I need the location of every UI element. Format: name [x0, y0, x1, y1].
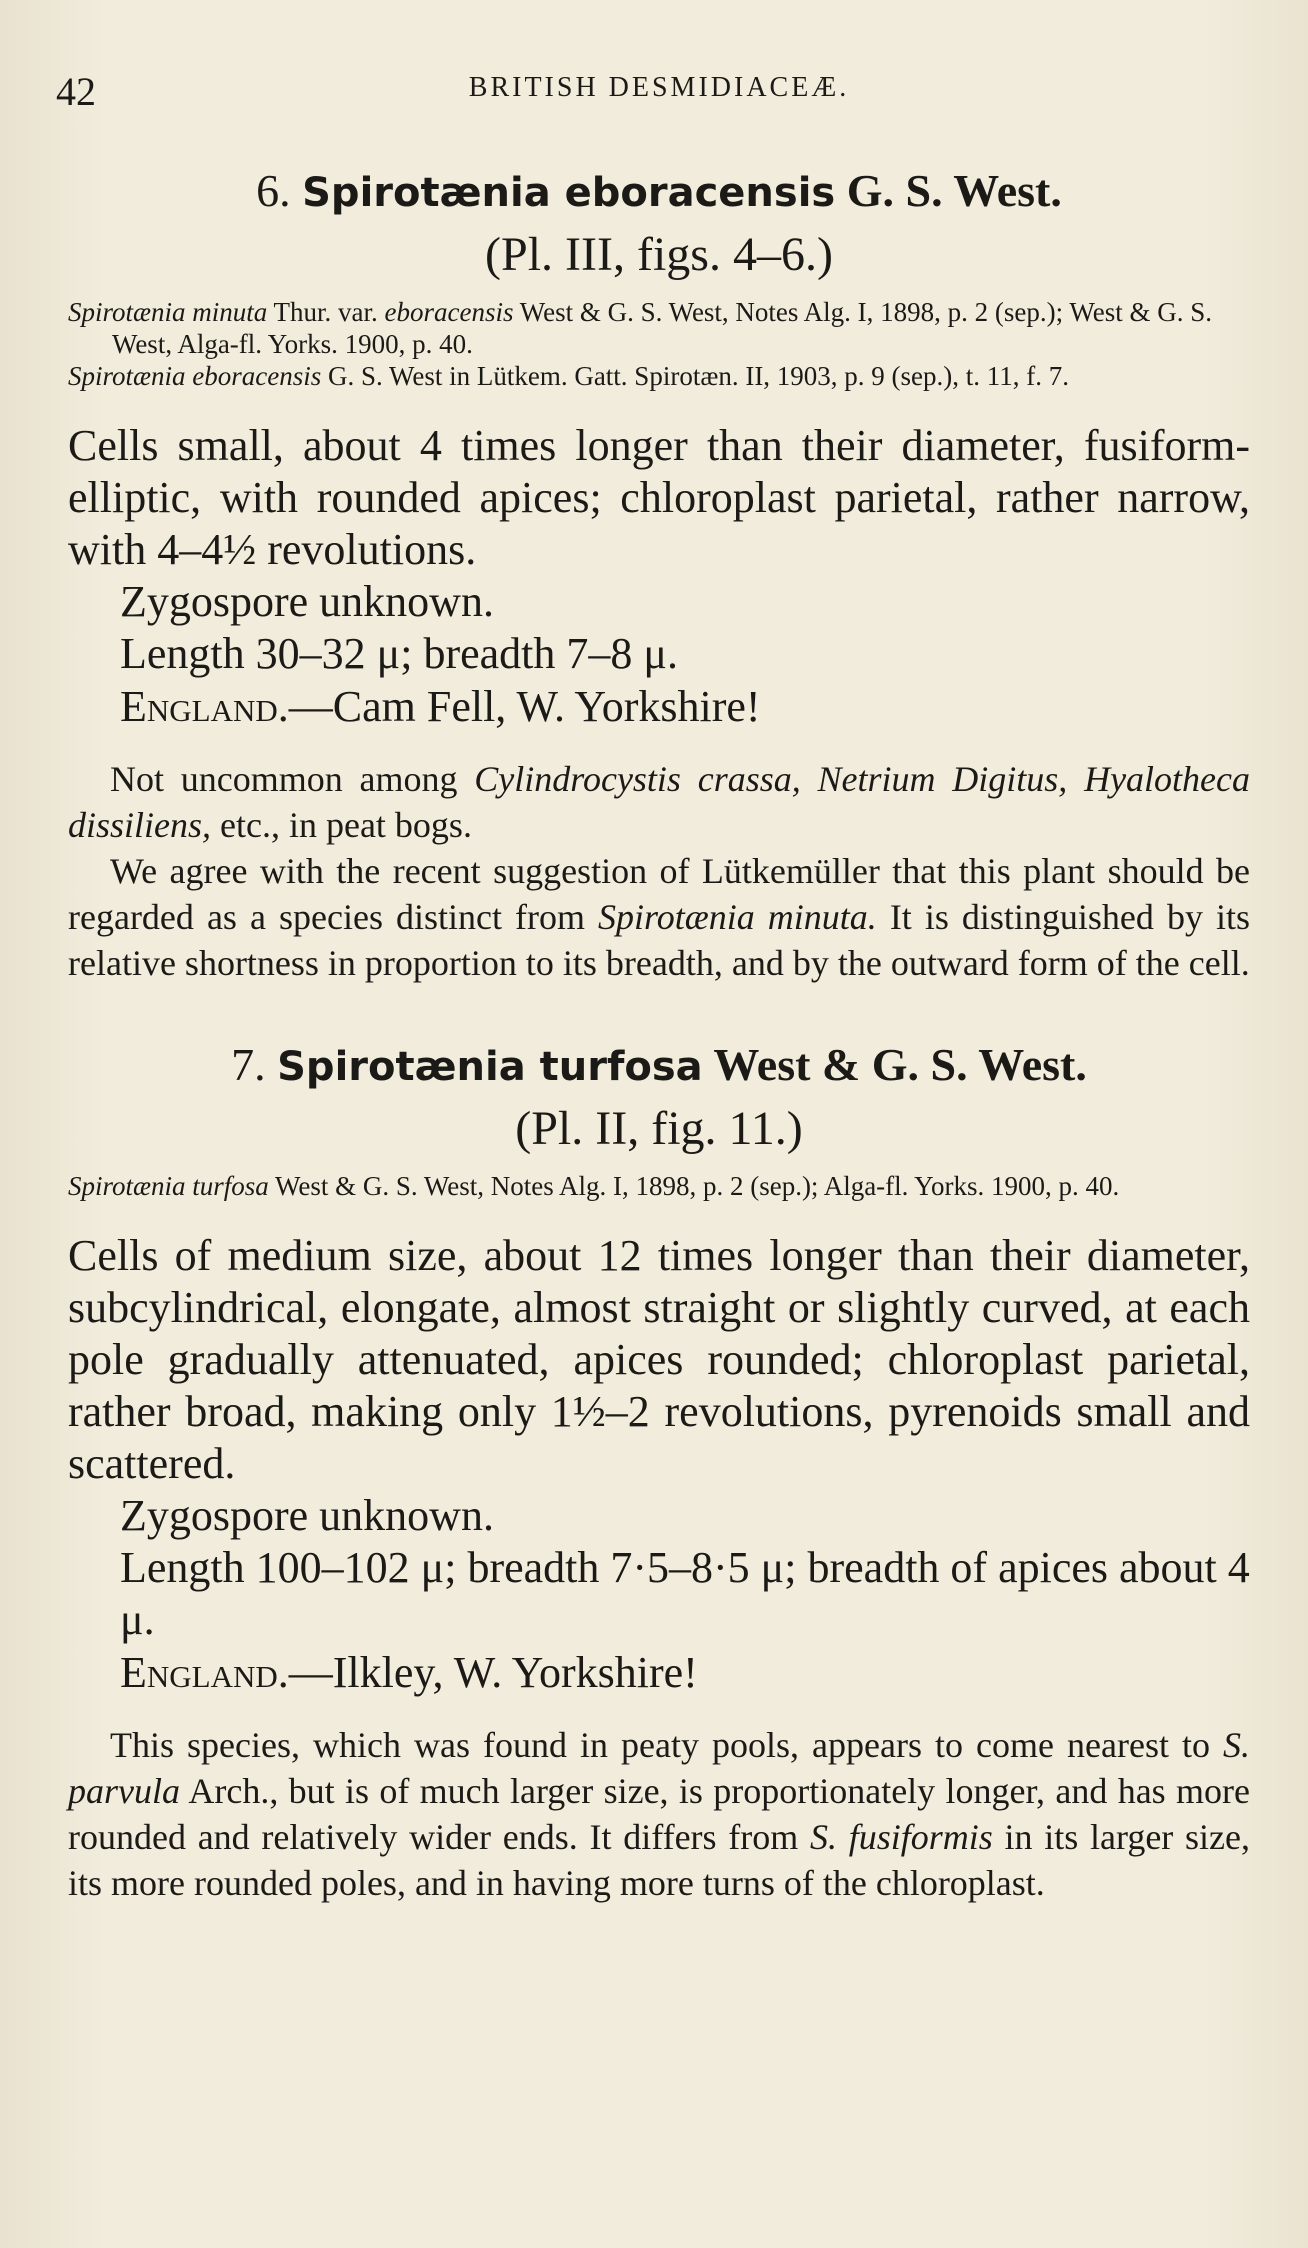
page-number: 42	[56, 69, 96, 114]
synonym-entry: Spirotænia turfosa West & G. S. West, Notes Alg. I, 1898, p. 2 (sep.); Alga-fl. Yorks. 1900, p. 40.	[68, 1171, 1120, 1201]
remark-text-run: in its larger size, its more rounded poles, and in having more turns of the chloroplast.	[68, 1817, 1250, 1903]
species-description: Cells small, about 4 times longer than their diameter, fusiform-elliptic, with rounded apices; chloroplast parietal, rather narrow, with 4–4½ revolutions.	[68, 421, 1250, 574]
remark-text-run: Arch., but is of much larger size, is proportionately longer, and has more rounded and relatively wider ends. It differs from	[68, 1771, 1250, 1857]
species-description: Cells of medium size, about 12 times longer than their diameter, subcylindrical, elongate, almost straight or slightly curved, at each pole gradually attenuated, apices rounded; chloroplast parietal, rather broad, making only 1½–2 revolutions, pyrenoids small and scattered.	[68, 1231, 1250, 1488]
species-name: Spirotænia eboracensis	[302, 170, 836, 216]
running-title: BRITISH DESMIDIACEÆ.	[468, 72, 850, 103]
remark-paragraph	[68, 1722, 1250, 1906]
remark-text-run: This species, which was found in peaty pools, appears to come nearest to	[110, 1725, 1223, 1765]
remark-text-run: etc., in peat bogs.	[211, 805, 472, 845]
dimensions: Length 30–32 μ; breadth 7–8 μ.	[120, 629, 678, 678]
plate-reference: (Pl. III, figs. 4–6.)	[485, 228, 833, 281]
remark-paragraph	[68, 848, 1250, 986]
species-authority: G. S. West.	[846, 165, 1062, 216]
synonym-entry: Spirotænia minuta Thur. var. eboracensis West & G. S. West, Notes Alg. I, 1898, p. 2 (sep.); West & G. S. West, Alga-fl. Yorks. 1900, p. 40.	[68, 297, 1212, 359]
synonym-entry: Spirotænia eboracensis G. S. West in Lütkem. Gatt. Spirotæn. II, 1903, p. 9 (sep.), t. 11, f. 7.	[68, 361, 1070, 391]
remark-text-run: It is distinguished by its relative shortness in proportion to its breadth, and by the outward form of the cell.	[68, 897, 1250, 983]
remark-text-run: S. fusiformis	[810, 1817, 993, 1857]
locality: England.—Ilkley, W. Yorkshire!	[120, 1648, 698, 1697]
remark-text-run: S. parvula	[68, 1725, 1250, 1811]
species-number: 7.	[231, 1039, 266, 1090]
dimensions: Length 100–102 μ; breadth 7·5–8·5 μ; breadth of apices about 4 μ.	[120, 1543, 1250, 1644]
species-heading	[68, 1038, 1250, 1094]
locality: England.—Cam Fell, W. Yorkshire!	[120, 682, 761, 731]
species-entry-6	[68, 164, 1250, 986]
zygospore-note: Zygospore unknown.	[120, 577, 494, 626]
remark-text-run: Cylindrocystis crassa, Netrium Digitus, Hyalotheca dissiliens,	[68, 759, 1251, 845]
species-heading	[68, 164, 1250, 220]
species-entry-7	[68, 1038, 1250, 1906]
species-authority: West & G. S. West.	[713, 1039, 1087, 1090]
species-name: Spirotænia turfosa	[277, 1044, 703, 1090]
synonymy	[68, 296, 1250, 392]
remark-text-run: Not uncommon among	[110, 759, 475, 799]
running-head	[56, 64, 1250, 124]
zygospore-note: Zygospore unknown.	[120, 1491, 494, 1540]
remark-text-run: We agree with the recent suggestion of Lütkemüller that this plant should be regarded as a species distinct from	[68, 851, 1250, 937]
synonymy	[68, 1170, 1250, 1202]
species-number: 6.	[256, 165, 291, 216]
remark-text-run: Spirotænia minuta.	[598, 897, 877, 937]
plate-reference: (Pl. II, fig. 11.)	[515, 1102, 803, 1155]
remark-paragraph	[68, 756, 1250, 848]
